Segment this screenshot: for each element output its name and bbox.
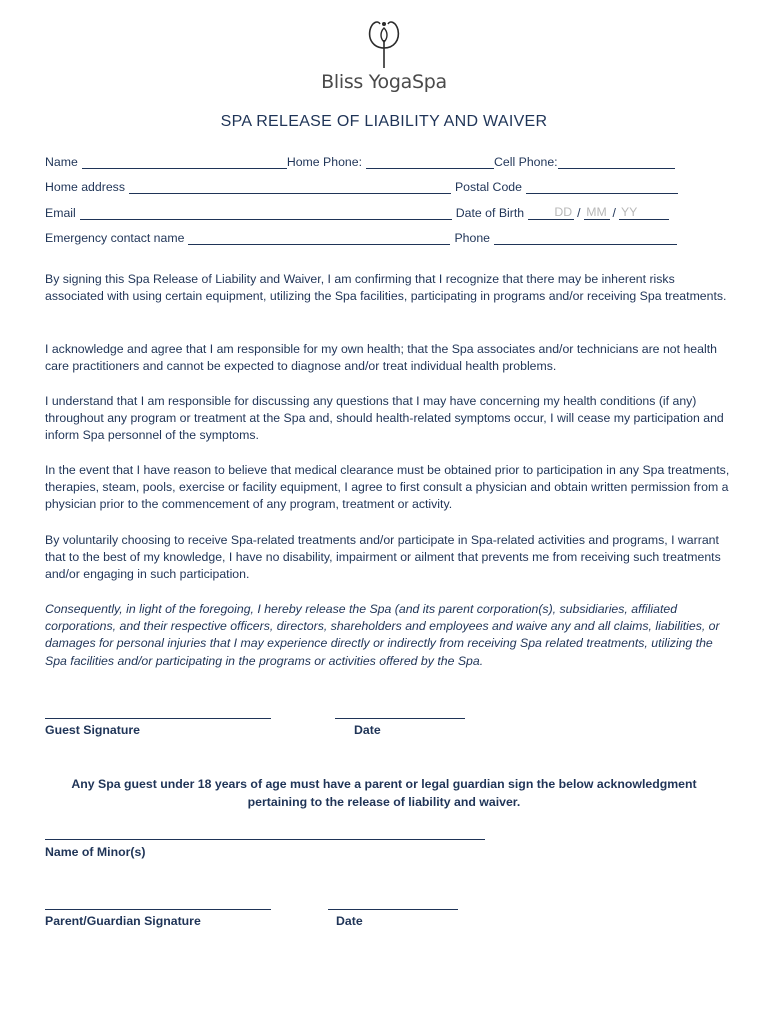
paragraph-risks: By signing this Spa Release of Liability and Waiver, I am confirming that I recognize that there may be inherent risks associated with using certain equipment, utilizing the Spa facilities, participating in programs and/or receiving Spa treatments. (45, 272, 727, 304)
row-emergency (45, 227, 677, 245)
dob-separator: / (577, 206, 581, 220)
dob-day-field[interactable]: DD (528, 205, 574, 220)
phone-field[interactable] (494, 232, 677, 245)
home-phone-field[interactable] (366, 156, 494, 169)
dob-year-field[interactable]: YY (619, 205, 669, 220)
row-address (45, 176, 678, 194)
email-field[interactable] (80, 207, 452, 220)
document-title: SPA RELEASE OF LIABILITY AND WAIVER (220, 113, 548, 130)
home-address-field[interactable] (129, 181, 451, 194)
paragraph-health-responsibility: I acknowledge and agree that I am responsible for my own health; that the Spa associates and/or technicians are not health care practitioners and cannot be expected to diagnose and/or treat individual health problems. (45, 342, 717, 374)
parent-signature-label: Parent/Guardian Signature (45, 914, 201, 928)
dob-month-field[interactable]: MM (584, 205, 610, 220)
postal-code-label: Postal Code (454, 180, 522, 194)
postal-code-field[interactable] (526, 181, 678, 194)
row-email-dob (45, 202, 669, 220)
name-field[interactable] (82, 156, 287, 169)
parent-date-label: Date (336, 914, 363, 928)
parent-date-line[interactable] (328, 909, 458, 910)
cell-phone-field[interactable] (558, 156, 675, 169)
guest-signature-label: Guest Signature (45, 723, 140, 737)
name-of-minor-label: Name of Minor(s) (45, 845, 146, 859)
minor-name-line[interactable] (45, 839, 485, 840)
brand-name: Bliss YogaSpa (321, 71, 447, 93)
home-phone-label: Home Phone: (286, 155, 363, 169)
dob-label: Date of Birth (455, 206, 525, 220)
phone-label: Phone (454, 231, 490, 245)
guest-signature-line[interactable] (45, 718, 271, 719)
paragraph-health-conditions: I understand that I am responsible for discussing any questions that I may have concerning my health conditions (if any) throughout any program or treatment at the Spa and, should health-related symptoms occur, I will cease my participation and inform Spa personnel of the symptoms. (45, 394, 724, 443)
guest-date-label: Date (354, 723, 381, 737)
lotus-swirl-icon (364, 18, 404, 70)
row-name-phones (45, 151, 675, 169)
email-label: Email (45, 206, 76, 220)
dob-separator-2: / (612, 206, 616, 220)
name-label: Name (45, 155, 78, 169)
emergency-contact-field[interactable] (188, 232, 450, 245)
parent-signature-line[interactable] (45, 909, 271, 910)
paragraph-warranty: By voluntarily choosing to receive Spa-related treatments and/or participate in Spa-related activities and programs, I warrant that to the best of my knowledge, I have no disability, impairment or ailment that prevents me from receiving such treatments and/or engaging in such participation. (45, 533, 721, 582)
logo (0, 18, 768, 93)
cell-phone-label: Cell Phone: (494, 155, 558, 169)
paragraph-medical-clearance: In the event that I have reason to believe that medical clearance must be obtained prior to participation in any Spa treatments, therapies, steam, pools, exercise or facility equipment, I agree to first consult a physician and obtain written permission from a physician prior to the commencement of any program, treatment or activity. (45, 463, 730, 512)
paragraph-release: Consequently, in light of the foregoing, I hereby release the Spa (and its parent corporation(s), subsidiaries, affiliated corporations, and their respective officers, directors, shareholders and employees and waive any and all claims, liabilities, or damages for personal injuries that I may experience directly or indirectly from receiving Spa related treatments, utilizing the Spa facilities and/or participating in the programs or activities offered by the Spa. (45, 602, 720, 668)
minor-notice: Any Spa guest under 18 years of age must have a parent or legal guardian sign the below acknowledgment pertaining to the release of liability and waiver. (71, 777, 697, 809)
guest-date-line[interactable] (335, 718, 465, 719)
home-address-label: Home address (45, 180, 125, 194)
emergency-contact-label: Emergency contact name (45, 231, 185, 245)
